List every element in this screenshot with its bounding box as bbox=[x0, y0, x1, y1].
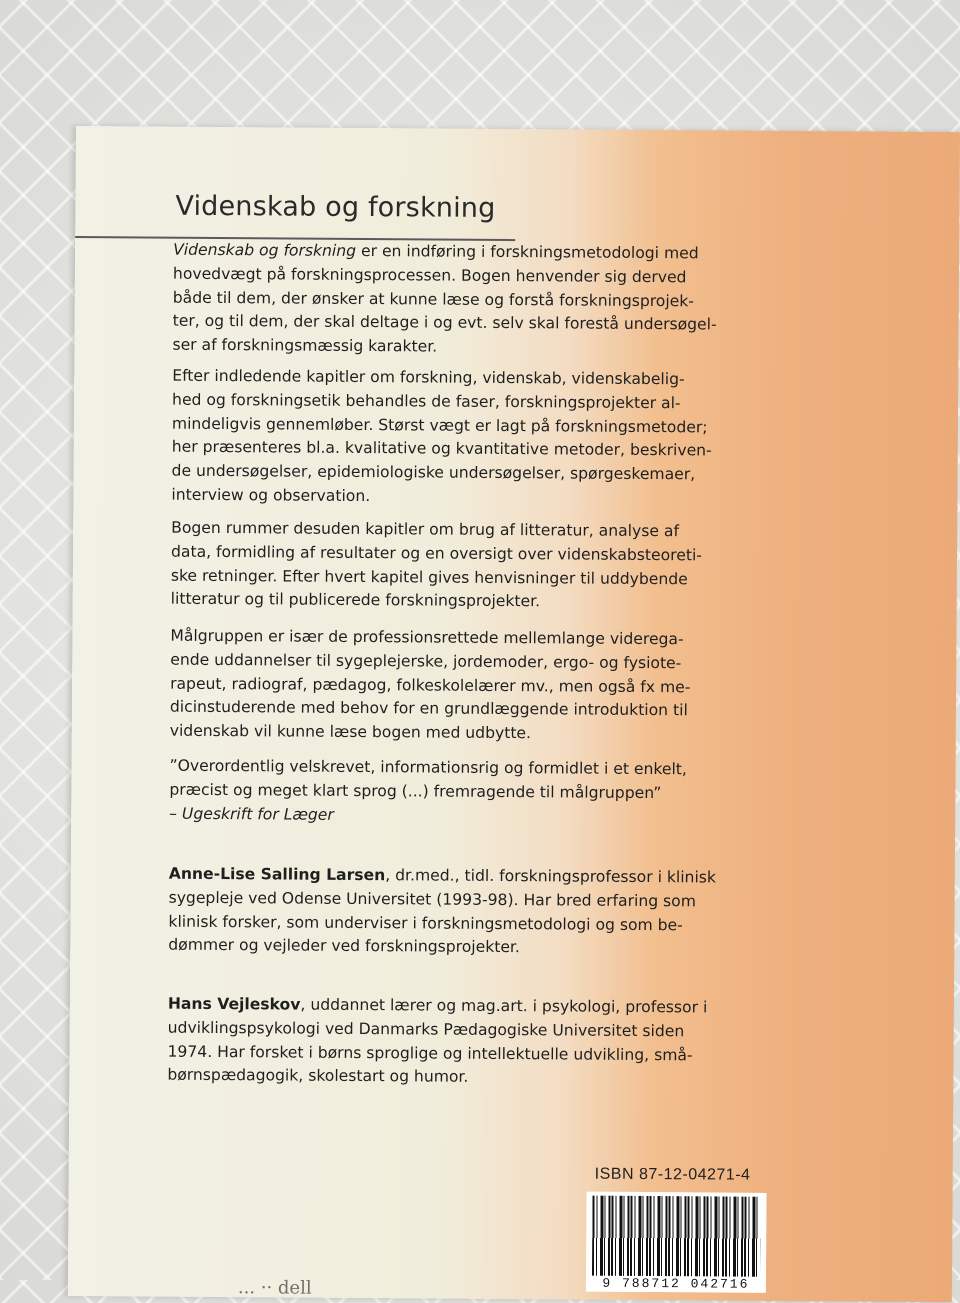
text-line: sygepleje ved Odense Universitet (1993-98). Har bred erfaring som bbox=[168, 888, 697, 911]
author-name: Hans Vejleskov bbox=[167, 994, 301, 1014]
text-line: de undersøgelser, epidemiologiske undersøgelser, spørgeskemaer, bbox=[171, 461, 696, 484]
text-line: interview og observation. bbox=[171, 485, 371, 506]
text-span: – bbox=[169, 804, 183, 823]
author-bio-2 bbox=[167, 993, 748, 1092]
text-line: dicinstuderende med behov for en grundlæggende introduktion til bbox=[169, 698, 688, 720]
review-quote bbox=[169, 755, 749, 830]
barcode-bars bbox=[592, 1196, 761, 1277]
description-paragraph-4 bbox=[170, 625, 751, 748]
italic-book-title: Videnskab og forskning bbox=[173, 240, 357, 260]
text-line: rapeut, radiograf, pædagog, folkeskolelærer mv., men også fx me- bbox=[170, 674, 691, 696]
barcode-digits: 9 788712 042716 bbox=[602, 1275, 750, 1292]
text-line: udviklingspsykologi ved Danmarks Pædagogiske Universitet siden bbox=[167, 1018, 685, 1041]
description-paragraph-1 bbox=[172, 239, 753, 362]
text-span: , dr.med., tidl. forskningsprofessor i klinisk bbox=[385, 866, 717, 887]
text-line: litteratur og til publicerede forskningsprojekter. bbox=[170, 590, 541, 611]
text-line: ”Overordentlig velskrevet, informationsrig og formidlet i et enkelt, bbox=[169, 756, 687, 779]
text-line: hed og forskningsetik behandles de faser, forskningsprojekter al- bbox=[172, 390, 681, 413]
author-name: Anne-Lise Salling Larsen bbox=[168, 864, 386, 885]
text-line: Efter indledende kapitler om forskning, videnskab, videnskabelig- bbox=[172, 366, 685, 389]
text-line: data, formidling af resultater og en oversigt over videnskabsteoreti- bbox=[170, 542, 703, 565]
text-line: både til dem, der ønsker at kunne læse og forstå forskningsprojek- bbox=[172, 288, 695, 310]
text-line: ske retninger. Efter hvert kapitel gives henvisninger til uddybende bbox=[170, 566, 688, 588]
author-bio-1 bbox=[168, 863, 749, 962]
text-line: videnskab vil kunne læse bogen med udbytte. bbox=[169, 721, 532, 743]
text-line: Bogen rummer desuden kapitler om brug af litteratur, analyse af bbox=[171, 518, 680, 541]
text-line: præcist og meget klart sprog (...) fremragende til målgruppen” bbox=[169, 780, 662, 802]
barcode bbox=[586, 1192, 767, 1293]
text-line: dømmer og vejleder ved forskningsprojekter. bbox=[168, 936, 520, 957]
text-line: børnspædagogik, skolestart og humor. bbox=[167, 1066, 469, 1087]
description-paragraph-2 bbox=[171, 365, 752, 512]
quote-source bbox=[169, 802, 749, 830]
text-span: er en indføring i forskningsmetodologi med bbox=[356, 241, 699, 263]
text-line: mindeligvis gennemløber. Størst vægt er lagt på forskningsmetoder; bbox=[171, 414, 708, 437]
text-span: , uddannet lærer og mag.art. i psykologi, professor i bbox=[300, 995, 708, 1017]
publisher-logo-fragment: ... ·· dell bbox=[237, 1277, 312, 1299]
book-title: Videnskab og forskning bbox=[175, 190, 496, 224]
text-line: hovedvægt på forskningsprocessen. Bogen henvender sig derved bbox=[172, 264, 687, 287]
text-line: her præsenteres bl.a. kvalitative og kvantitative metoder, beskriven- bbox=[171, 438, 712, 460]
text-line: ter, og til dem, der skal deltage i og evt. selv skal forestå undersøgel- bbox=[172, 312, 717, 334]
text-line: 1974. Har forsket i børns sproglige og intellektuelle udvikling, små- bbox=[167, 1042, 693, 1064]
quote-source-name: Ugeskrift for Læger bbox=[181, 804, 334, 824]
text-line: Målgruppen er især de professionsrettede mellemlange viderega- bbox=[170, 626, 684, 649]
text-line: klinisk forsker, som underviser i forskningsmetodologi og som be- bbox=[168, 912, 683, 934]
isbn-label: ISBN 87-12-04271-4 bbox=[594, 1165, 751, 1184]
book-back-cover bbox=[68, 126, 960, 1302]
text-line: ser af forskningsmæssig karakter. bbox=[172, 335, 438, 356]
text-line: ende uddannelser til sygeplejerske, jordemoder, ergo- og fysiote- bbox=[170, 650, 682, 673]
description-paragraph-3 bbox=[171, 517, 752, 616]
